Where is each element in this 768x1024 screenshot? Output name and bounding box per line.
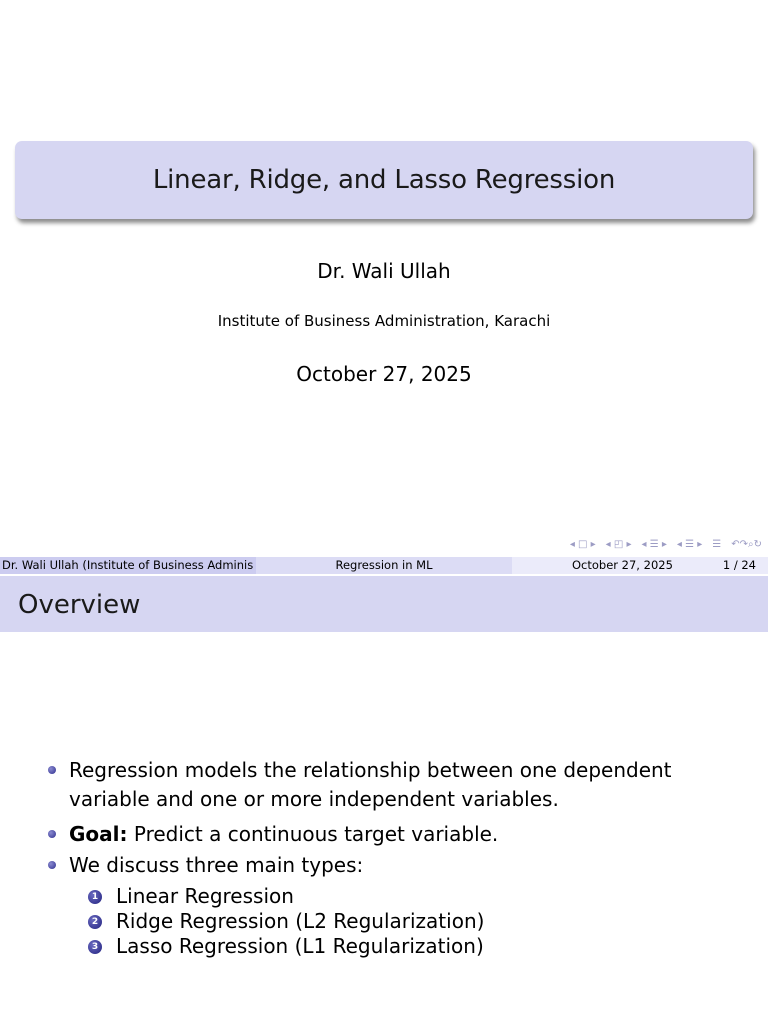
footer-date-page xyxy=(512,557,768,574)
enum-item: Linear Regression xyxy=(116,884,294,908)
bullet-text: Predict a continuous target variable. xyxy=(127,822,499,846)
bullet-icon xyxy=(48,830,56,838)
footer-author: Dr. Wali Ullah (Institute of Business Adminis xyxy=(0,557,256,574)
presentation-date: October 27, 2025 xyxy=(296,362,472,386)
beamer-navigation xyxy=(570,538,762,552)
bullet-item: Regression models the relationship between one dependent variable and one or more independent variables. xyxy=(69,758,672,811)
nav-document-icon[interactable]: ☰ xyxy=(712,539,722,550)
frame-title-bar xyxy=(0,576,768,632)
enum-item: Lasso Regression (L1 Regularization) xyxy=(116,934,484,958)
enum-number-icon: 3 xyxy=(88,940,102,954)
footer-page-number: 1 / 24 xyxy=(722,558,756,572)
footer-date: October 27, 2025 xyxy=(572,558,673,572)
bullet-item xyxy=(69,820,749,849)
author-name: Dr. Wali Ullah xyxy=(317,259,451,283)
nav-section-icon[interactable]: ◂ ☰ ▸ xyxy=(676,539,703,550)
enum-item: Ridge Regression (L2 Regularization) xyxy=(116,909,485,933)
frame-title: Overview xyxy=(18,590,141,620)
presentation-title: Linear, Ridge, and Lasso Regression xyxy=(152,165,616,195)
footer-bar xyxy=(0,557,768,574)
title-box xyxy=(15,141,753,219)
nav-subsection-icon[interactable]: ◂ ☰ ▸ xyxy=(641,539,667,550)
nav-prev-frame-icon[interactable]: ◂ □ ▸ xyxy=(569,539,596,550)
nav-search-icon[interactable]: ↶↷⌕↻ xyxy=(731,539,762,550)
bullet-item: We discuss three main types: xyxy=(69,853,364,877)
institute-name: Institute of Business Administration, Karachi xyxy=(217,312,551,330)
enum-number-icon: 1 xyxy=(88,890,102,904)
nav-frame-icon[interactable]: ◂ ◰ ▸ xyxy=(605,539,632,550)
bullet-bold-label: Goal: xyxy=(69,822,128,846)
enum-number-icon: 2 xyxy=(88,915,102,929)
bullet-icon xyxy=(48,766,56,774)
bullet-icon xyxy=(48,861,56,869)
overview-slide xyxy=(0,576,768,1024)
footer-title: Regression in ML xyxy=(256,557,512,574)
